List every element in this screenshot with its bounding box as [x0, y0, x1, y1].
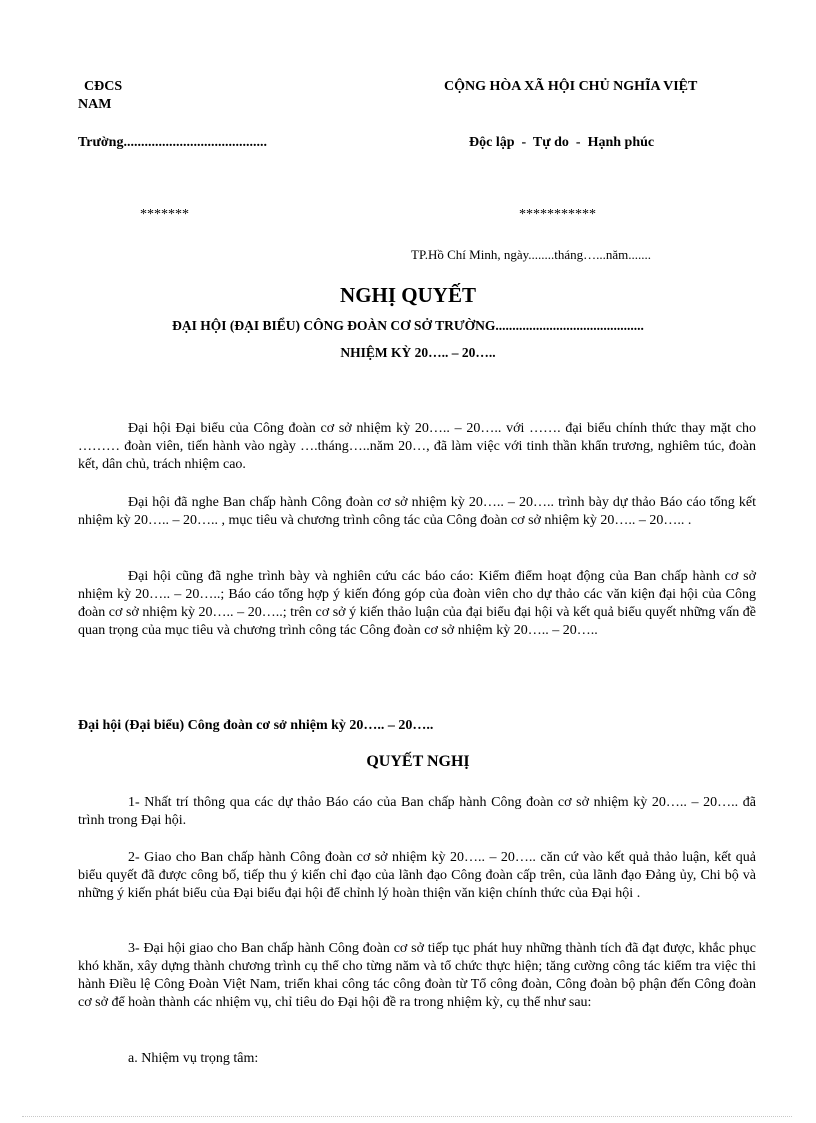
national-motto: Độc lập - Tự do - Hạnh phúc: [469, 135, 655, 150]
resolution-item: 2- Giao cho Ban chấp hành Công đoàn cơ sở nhiệm kỳ 20….. – 20….. căn cứ vào kết quả thảo luận, kết quả biểu quyết đã được công bố, tiếp thu ý kiến chỉ đạo của lãnh đạo Công đoàn cấp trên, của lãnh đạo Đảng ủy, Chi bộ và những ý kiến phát biểu của Đại biểu đại hội để chỉnh lý hoàn thiện văn kiện chính thức của Đại hội .: [78, 850, 756, 901]
intro-paragraph: Đại hội cũng đã nghe trình bày và nghiên cứu các báo cáo: Kiểm điểm hoạt động của Ban chấp hành cơ sở nhiệm kỳ 20….. – 20…..; Báo cáo tổng hợp ý kiến đóng góp của đoàn viên cho dự thảo các văn kiện đại hội của Công đoàn cơ sở nhiệm kỳ 20….. – 20…..; trên cơ sở ý kiến thảo luận của đại biểu đại hội và kết quả biểu quyết những vấn đề quan trọng của mục tiêu và chương trình công tác Công đoàn cơ sở nhiệm kỳ 20….. – 20…..: [78, 569, 756, 638]
intro-paragraph: Đại hội đã nghe Ban chấp hành Công đoàn cơ sở nhiệm kỳ 20….. – 20….. trình bày dự thảo Báo cáo tổng kết nhiệm kỳ 20….. – 20….. , mục tiêu và chương trình công tác của Công đoàn cơ sở nhiệm kỳ 20….. – 20….. .: [78, 495, 756, 528]
left-separator-stars: *******: [140, 207, 189, 222]
union-label: CĐCS: [84, 79, 123, 94]
intro-paragraph: Đại hội Đại biểu của Công đoàn cơ sở nhiệm kỳ 20….. – 20….. với ……. đại biểu chính thức thay mặt cho ……… đoàn viên, tiến hành vào ngày ….tháng…..năm 20…, đã làm việc với tinh thần khẩn trương, nghiêm túc, đoàn kết, dân chủ, trách nhiệm cao.: [78, 421, 756, 472]
right-separator-stars: ***********: [519, 207, 596, 222]
resolution-item: 1- Nhất trí thông qua các dự thảo Báo cáo của Ban chấp hành Công đoàn cơ sở nhiệm kỳ 20….. – 20….. đã trình trong Đại hội.: [78, 795, 756, 828]
place-date-line: TP.Hồ Chí Minh, ngày........tháng…...năm.......: [411, 247, 652, 262]
resolution-item: 3- Đại hội giao cho Ban chấp hành Công đoàn cơ sở tiếp tục phát huy những thành tích đã đạt được, khắc phục khó khăn, xây dựng thành chương trình cụ thể cho từng năm và tổ chức thực hiện; tăng cường công tác kiểm tra việc thi hành Điều lệ Công Đoàn Việt Nam, triển khai công tác công đoàn từ Tổ công đoàn, Công đoàn bộ phận đến Công đoàn cơ sở để hoàn thành các nhiệm vụ, chỉ tiêu do Đại hội đề ra trong nhiệm kỳ, cụ thể như sau:: [78, 941, 756, 1010]
document-title: NGHỊ QUYẾT: [340, 283, 476, 307]
sub-item-heading: a. Nhiệm vụ trọng tâm:: [128, 1051, 259, 1066]
country-name: CỘNG HÒA XÃ HỘI CHỦ NGHĨA VIỆT: [444, 79, 698, 94]
resolution-heading: QUYẾT NGHỊ: [366, 753, 470, 770]
school-name-field: Trường.........................................: [78, 135, 267, 150]
congress-subtitle: ĐẠI HỘI (ĐẠI BIỂU) CÔNG ĐOÀN CƠ SỞ TRƯỜNG............................................: [172, 318, 644, 333]
page-bottom-divider: [22, 1116, 792, 1117]
term-subtitle: NHIỆM KỲ 20….. – 20…..: [340, 345, 496, 360]
union-label-continued: NAM: [78, 97, 112, 112]
congress-statement: Đại hội (Đại biểu) Công đoàn cơ sở nhiệm kỳ 20….. – 20…..: [78, 718, 434, 733]
